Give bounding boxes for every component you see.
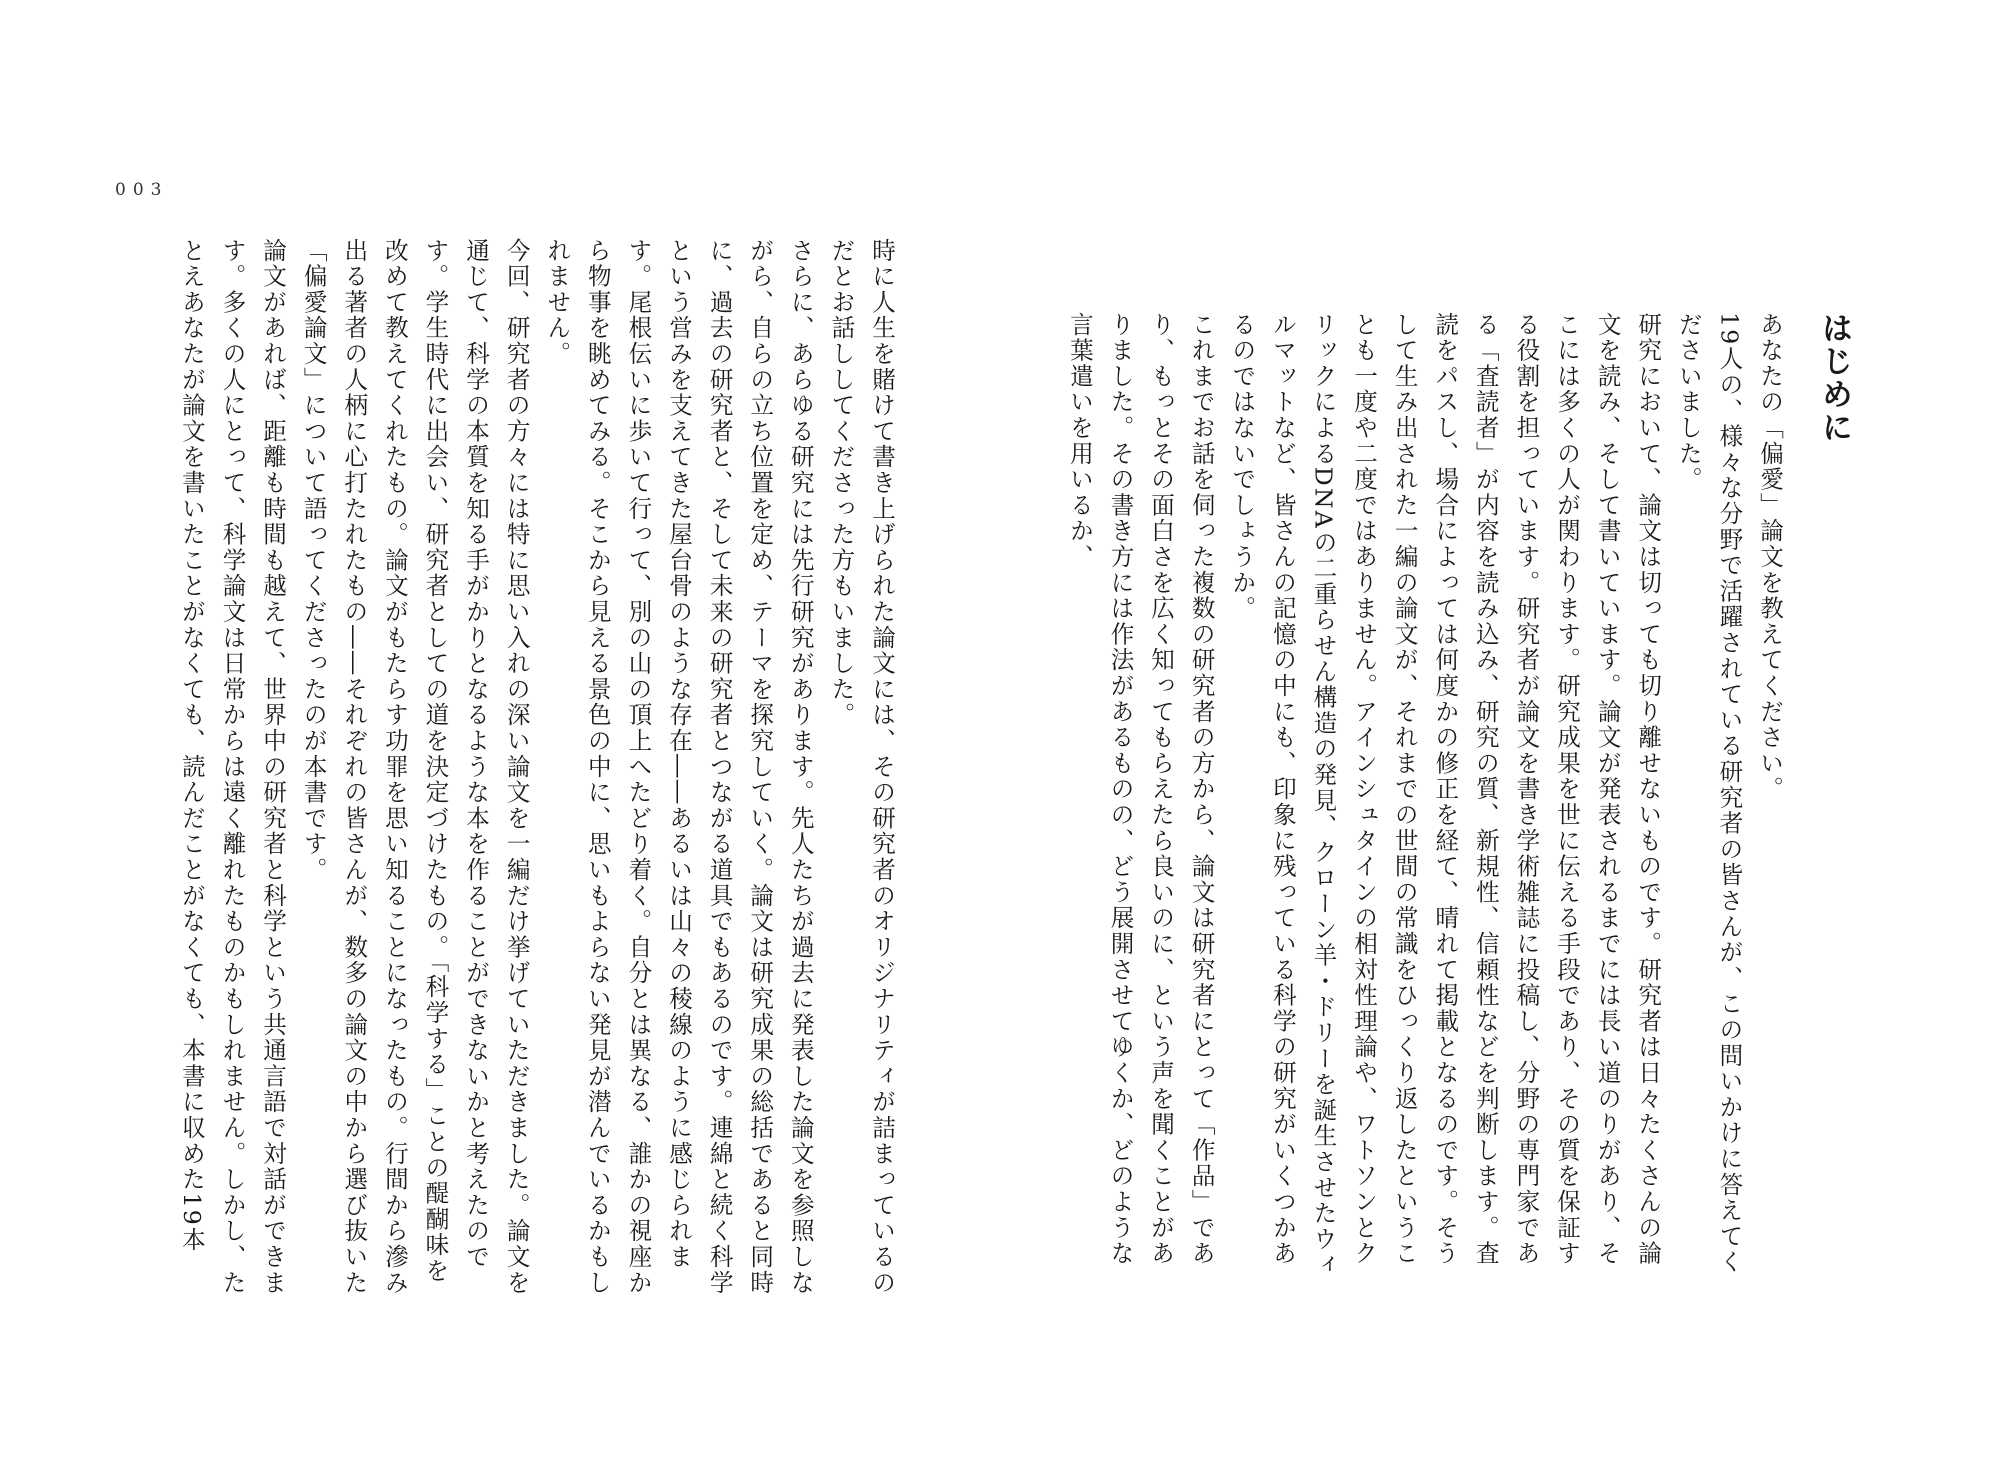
left-page-text: [171, 238, 902, 1298]
paragraph: 論文があれば、距離も時間も越えて、世界中の研究者と科学という共通言語で対話ができます。多くの人にとって、科学論文は日常からは遠く離れたものかもしれません。しかし、たとえあなたが論文を書いたことがなくても、読んだことがなくても、本書に収めた19本: [177, 238, 288, 1296]
paragraph: あなたの「偏愛」論文を教えてください。: [1756, 312, 1784, 803]
chapter-title: はじめに: [1816, 312, 1852, 444]
paragraph: 今回、研究者の方々には特に思い入れの深い論文を一編だけ挙げていただきました。論文を通じて、科学の本質を知る手がかりとなるような本を作ることができないかと考えたのです。学生時代に出会い、研究者としての道を決定づけたもの。「科学する」ことの醍醐味を改めて教えてくれたもの。論文がもたらす功罪を思い知ることになったもの。行間から滲み出る著者の人柄に心打たれたもの――それぞれの皆さんが、数多の論文の中から選び抜いた「偏愛論文」について語ってくださったのが本書です。: [299, 238, 531, 1296]
paragraph: さらに、あらゆる研究には先行研究があります。先人たちが過去に発表した論文を参照しながら、自らの立ち位置を定め、テーマを探究していく。論文は研究成果の総括であると同時に、過去の研究者と、そして未来の研究者とつながる道具でもあるのです。連綿と続く科学という営みを支えてきた屋台骨のような存在――あるいは山々の稜線のように感じられます。尾根伝いに歩いて行って、別の山の頂上へたどり着く。自分とは異なる、誰かの視座から物事を眺めてみる。そこから見える景色の中に、思いもよらない発見が潜んでいるかもしれません。: [543, 238, 815, 1296]
paragraph: 19人の、様々な分野で活躍されている研究者の皆さんが、この問いかけに答えてくださいました。: [1674, 312, 1744, 1276]
right-page-text: [1059, 312, 1790, 1292]
paragraph: 時に人生を賭けて書き上げられた論文には、その研究者のオリジナリティが詰まっているのだとお話ししてくださった方もいました。: [827, 238, 896, 1296]
page-number: 003: [115, 180, 169, 200]
paragraph: 研究において、論文は切っても切り離せないものです。研究者は日々たくさんの論文を読み、そして書いています。論文が発表されるまでには長い道のりがあり、そこには多くの人が関わります。研究成果を世に伝える手段であり、その質を保証する役割を担っています。研究者が論文を書き学術雑誌に投稿し、分野の専門家である「査読者」が内容を読み込み、研究の質、新規性、信頼性などを判断します。査読をパスし、場合によっては何度かの修正を経て、晴れて掲載となるのです。そうして生み出された一編の論文が、それまでの世間の常識をひっくり返したということも一度や二度ではありません。アインシュタインの相対性理論や、ワトソンとクリックによるDNAの二重らせん構造の発見、クローン羊・ドリーを誕生させたウィルマットなど、皆さんの記憶の中にも、印象に残っている科学の研究がいくつかあるのではないでしょうか。: [1228, 312, 1663, 1279]
paragraph: これまでお話を伺った複数の研究者の方から、論文は研究者にとって「作品」であり、もっとその面白さを広く知ってもらえたら良いのに、という声を聞くことがありました。その書き方には作法があるものの、どう展開させてゆくか、どのような言葉遣いを用いるか、: [1065, 312, 1216, 1267]
